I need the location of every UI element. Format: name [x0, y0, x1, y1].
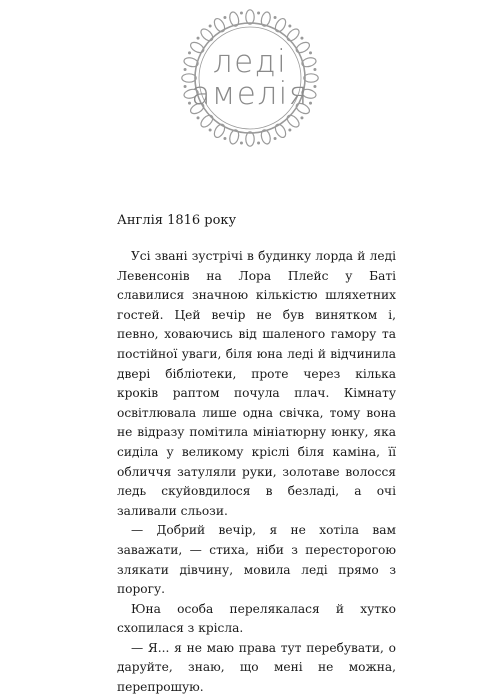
paragraph: — Я... я не маю права тут перебувати, о даруйте, знаю, що мені не можна, перепрошую. [117, 640, 396, 695]
chapter-title-line-1: леді [212, 44, 288, 80]
chapter-title [181, 9, 319, 147]
paragraph: Юна особа перелякалася й хутко схопилася з крісла. [117, 601, 396, 636]
paragraph: — Добрий вечір, я не хотіла вам заважати, — стиха, ніби з пересторогою злякати дівчину, мовила леді прямо з порогу. [117, 523, 396, 597]
paragraph: Усі звані зустрічі в будинку лорда й леді Левенсонів на Лора Плейс у Баті славилися значною кількістю шляхетних гостей. Цей вечір не був винятком і, певно, ховаючись від шаленого гамору та постійної уваги, біля юна леді й відчинила двері бібліотеки, проте через кілька кроків раптом почула плач. Кімнату освітлювала лише одна свічка, тому вона не відразу помітила мініатюрну юнку, яка сиділа у великому кріслі біля каміна, її обличчя затуляли руки, золотаве волосся ледь скуйовдилося в безладі, а очі заливали сльози. [117, 249, 396, 518]
chapter-title-line-2: амелія [191, 76, 309, 112]
chapter-body [117, 247, 396, 698]
dateline: Англія 1816 року [117, 213, 237, 228]
